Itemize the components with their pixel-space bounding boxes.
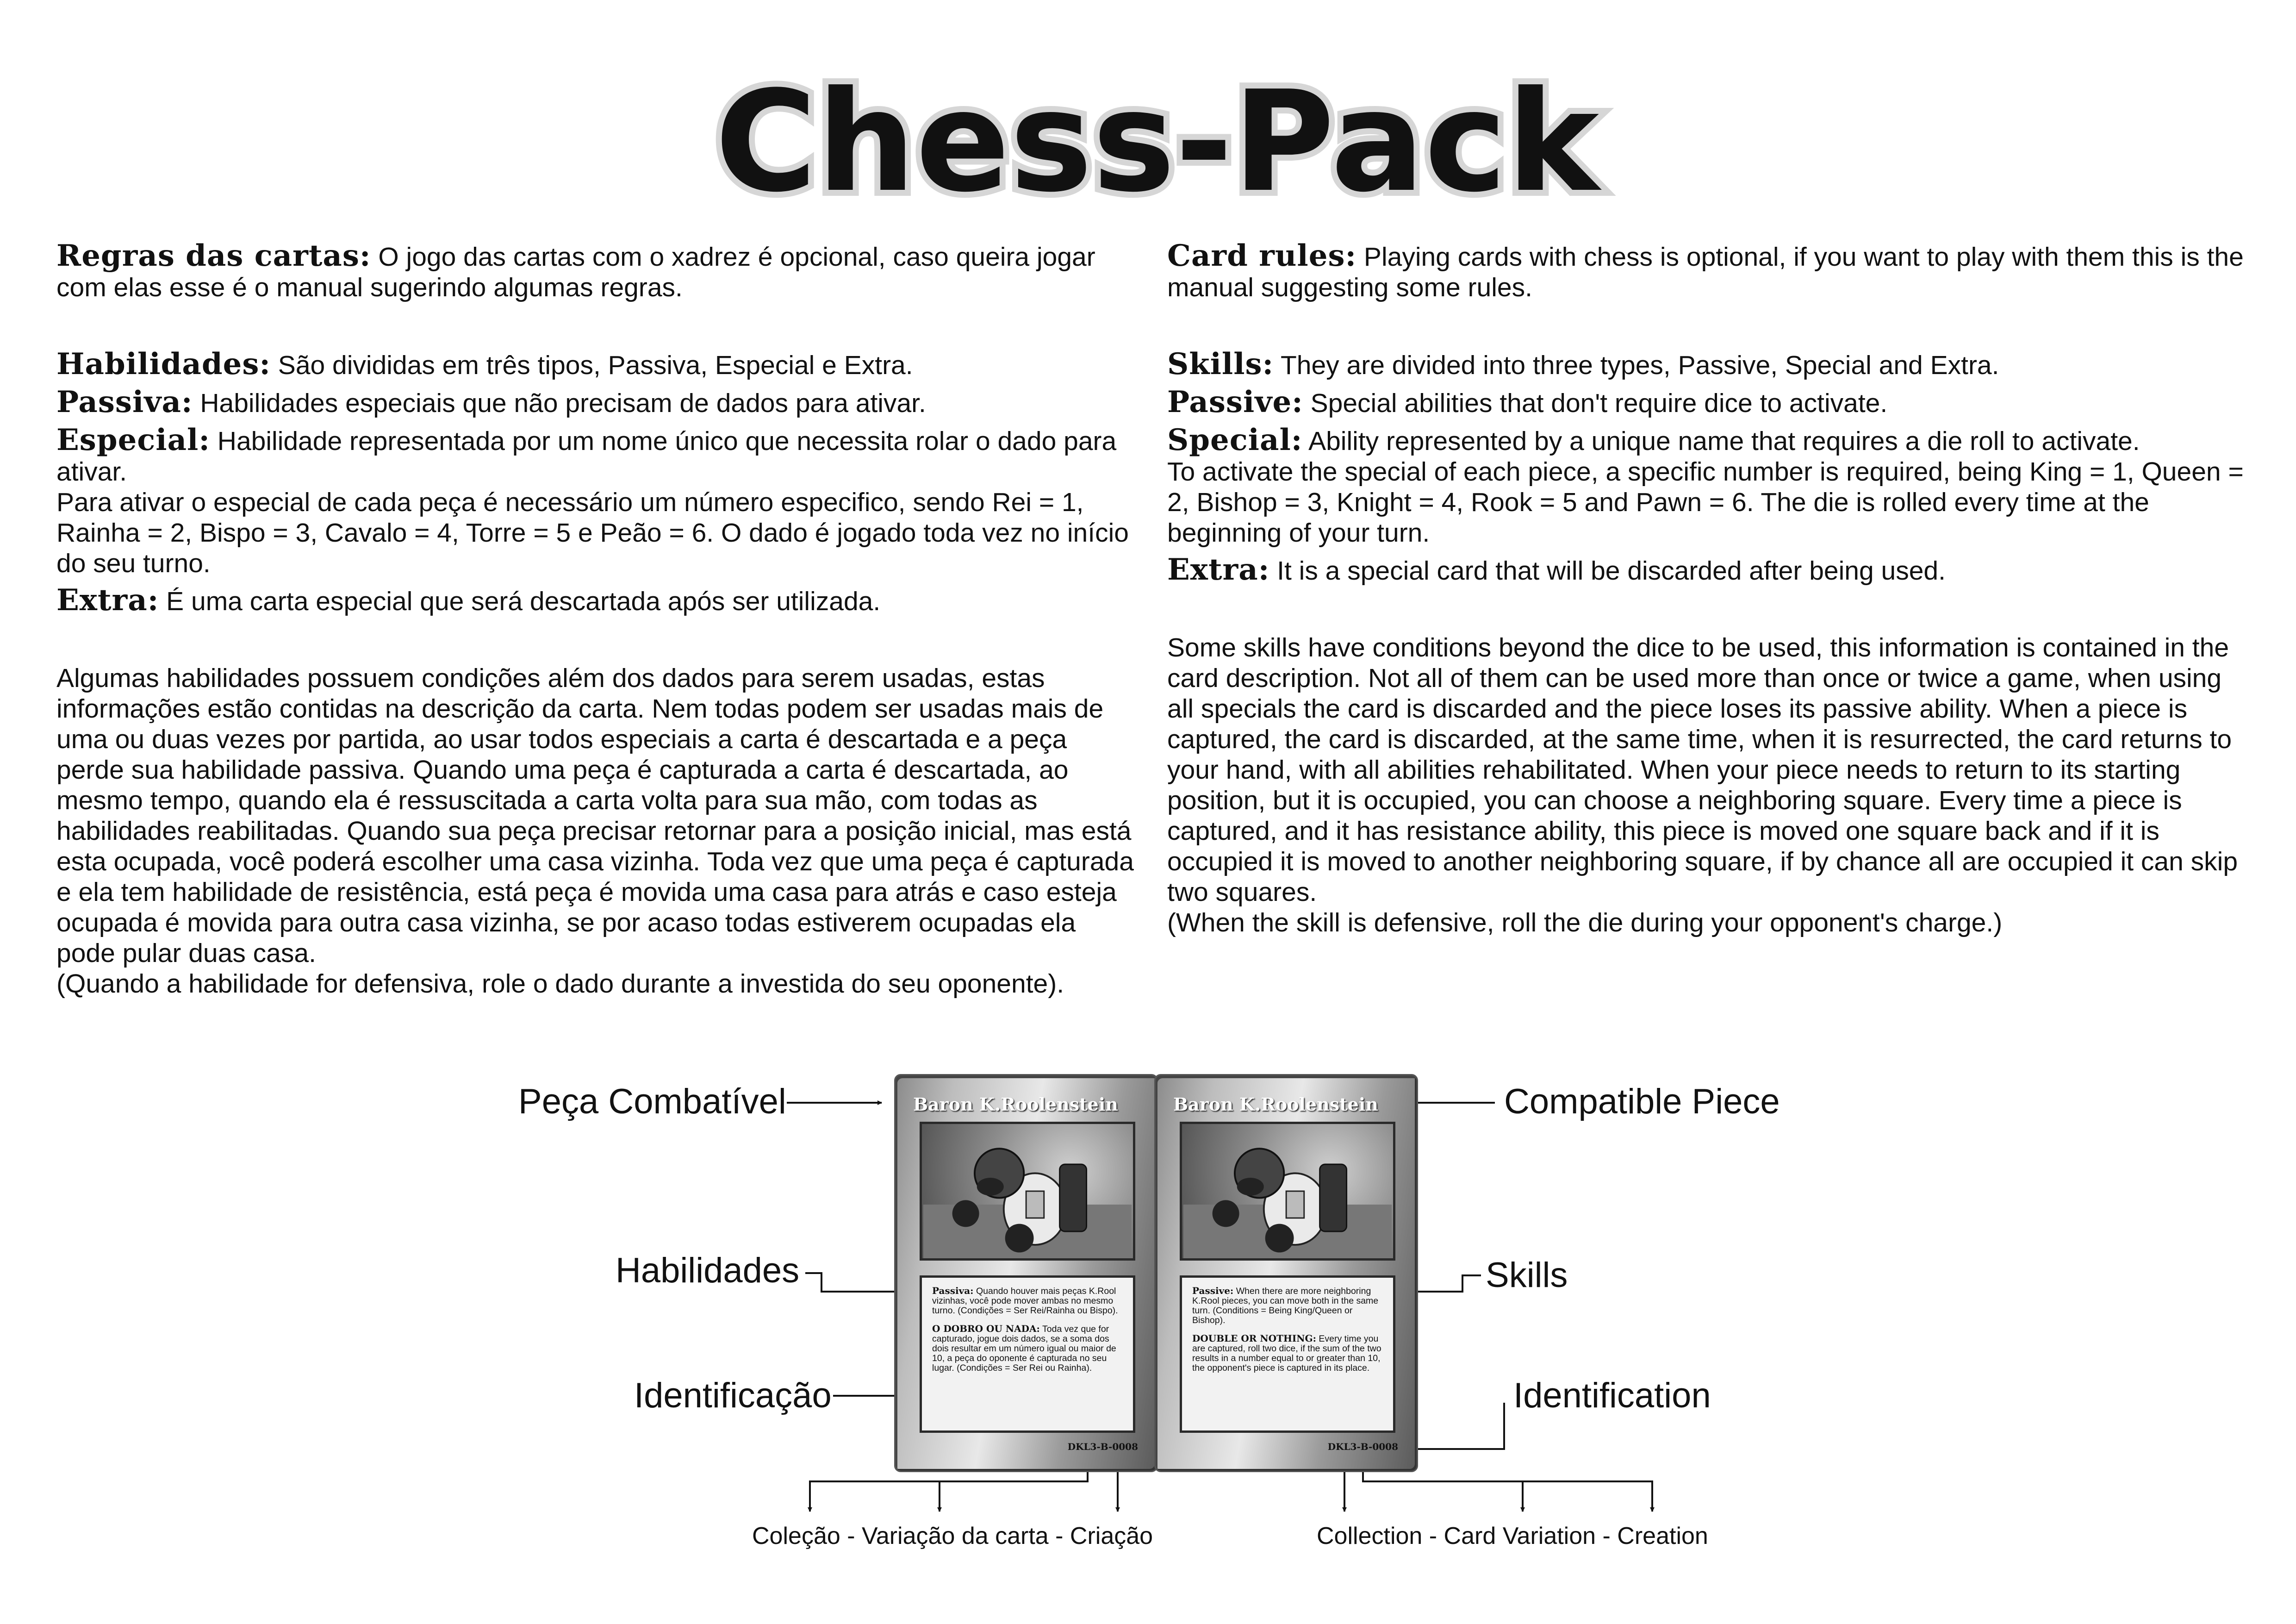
example-card-portuguese bbox=[894, 1074, 1158, 1472]
special-definition bbox=[1167, 425, 2250, 456]
passive-text: Habilidades especiais que não precisam de dados para ativar. bbox=[193, 388, 926, 418]
card-rules-text: O jogo das cartas com o xadrez é opcional, caso queira jogar com elas esse é o manual sugerindo algumas regras. bbox=[56, 242, 1095, 302]
label-id-breakdown-en: Collection - Card Variation - Creation bbox=[1317, 1523, 1708, 1549]
card-rules-text: Playing cards with chess is optional, if you want to play with them this is the manual suggesting some rules. bbox=[1167, 242, 2244, 302]
card-passive-heading: Passive: bbox=[1192, 1285, 1234, 1296]
card-special-text: Toda vez que for capturado, jogue dois dados, se a soma dos dois resultar em um número igual ou maior de 10, a peça do oponente é capturada no seu lugar. (Condições = Ser Rei ou Rainha). bbox=[932, 1324, 1116, 1373]
defensive-note: (When the skill is defensive, roll the die during your opponent's charge.) bbox=[1167, 908, 2003, 937]
card-skills-box bbox=[1180, 1275, 1395, 1433]
special-heading: Especial: bbox=[56, 423, 210, 457]
conditions-paragraph: Algumas habilidades possuem condições além dos dados para serem usadas, estas informações estão contidas na descrição da carta. Nem todas podem ser usadas mais de uma ou duas vezes por partida, ao usar todos especiais a carta é descartada e a peça perde sua habilidade passiva. Quando uma peça é capturada a carta é descartada, ao mesmo tempo, quando ela é ressuscitada a carta volta para sua mão, com todas as habilidades reabilitadas. Quando sua peça precisar retornar para a posição inicial, mas está esta ocupada, você poderá escolher uma casa vizinha. Toda vez que uma peça é capturada e ela tem habilidade de resistência, está peça é movida uma casa para atrás e caso esteja ocupada é movida para outra casa vizinha, se por acaso todas estiverem ocupadas ela pode pular duas casa. bbox=[56, 663, 1134, 968]
page-title bbox=[715, 56, 1599, 231]
arrow-id-en bbox=[1412, 1403, 1504, 1449]
passive-heading: Passiva: bbox=[56, 385, 193, 419]
special-activation-numbers: To activate the special of each piece, a specific number is required, being King = 1, Queen = 2, Bishop = 3, Knight = 4, Rook = 5 and Pawn = 6. The die is rolled every time at the beginning of your turn. bbox=[1167, 457, 2244, 548]
card-character-art bbox=[1180, 1122, 1395, 1261]
extra-heading: Extra: bbox=[1167, 552, 1270, 587]
label-id-breakdown-pt: Coleção - Variação da carta - Criação bbox=[752, 1523, 1153, 1549]
special-activation-numbers: Para ativar o especial de cada peça é necessário um número especifico, sendo Rei = 1, Rainha = 2, Bispo = 3, Cavalo = 4, Torre = 5 e Peão = 6. O dado é jogado toda vez no início do seu turno. bbox=[56, 487, 1129, 578]
skills-text: They are divided into three types, Passive, Special and Extra. bbox=[1274, 350, 1999, 380]
extra-heading: Extra: bbox=[56, 583, 159, 618]
special-text: Habilidade representada por um nome único que necessita rolar o dado para ativar. bbox=[56, 426, 1117, 487]
card-rules-heading: Card rules: bbox=[1167, 238, 1357, 273]
card-identification-code: DKL3-B-0008 bbox=[1327, 1441, 1398, 1452]
extra-definition bbox=[1167, 552, 2250, 587]
skills-definition bbox=[1167, 349, 2250, 381]
card-piece-name: Baron K.Roolenstein bbox=[913, 1094, 1118, 1115]
skills-definition bbox=[56, 349, 1135, 381]
conditions-paragraph: Some skills have conditions beyond the dice to be used, this information is contained in the card description. Not all of them can be used more than once or twice a game, when using all specials the card is discarded and the piece loses its passive ability. When a piece is captured, the card is discarded, at the same time, when it is resurrected, the card returns to your hand, with all abilities rehabilitated. When your piece needs to return to its starting position, but it is occupied, you can choose a neighboring square. Every time a piece is captured, and it has resistance ability, this piece is moved one square back and if it is occupied it is moved to another neighboring square, if by chance all are occupied it can skip two squares. bbox=[1167, 633, 2238, 907]
extra-text: It is a special card that will be discarded after being used. bbox=[1269, 556, 1946, 586]
page-title-text: Chess-Pack bbox=[715, 61, 1599, 223]
passive-definition bbox=[1167, 387, 2250, 418]
rules-column-portuguese bbox=[56, 238, 1135, 999]
passive-heading: Passive: bbox=[1167, 385, 1303, 419]
example-card-english bbox=[1154, 1074, 1418, 1472]
label-skills-en: Skills bbox=[1486, 1255, 1568, 1295]
special-text: Ability represented by a unique name that requires a die roll to activate. bbox=[1302, 426, 2140, 456]
card-rules-intro bbox=[56, 238, 1135, 303]
defensive-note: (Quando a habilidade for defensiva, role o dado durante a investida do seu oponente). bbox=[56, 969, 1064, 999]
card-rules-intro bbox=[1167, 238, 2250, 303]
card-passive-heading: Passiva: bbox=[932, 1285, 974, 1296]
card-character-art bbox=[920, 1122, 1135, 1261]
label-skills-pt: Habilidades bbox=[616, 1251, 800, 1290]
label-identification-en: Identification bbox=[1513, 1376, 1711, 1415]
card-rules-heading: Regras das cartas: bbox=[56, 238, 371, 273]
label-identification-pt: Identificação bbox=[634, 1376, 832, 1415]
extra-definition bbox=[56, 585, 1135, 617]
card-special-heading: O DOBRO OU NADA: bbox=[932, 1323, 1040, 1334]
extra-text: É uma carta especial que será descartada após ser utilizada. bbox=[159, 587, 881, 616]
card-special-text: Every time you are captured, roll two dice, if the sum of the two results in a number equal to or greater than 10, the opponent's piece is captured in its place. bbox=[1192, 1334, 1381, 1373]
passive-definition bbox=[56, 387, 1135, 418]
passive-text: Special abilities that don't require dice to activate. bbox=[1303, 388, 1888, 418]
skills-heading: Skills: bbox=[1167, 347, 1274, 381]
special-definition bbox=[56, 425, 1135, 487]
label-compatible-piece-en: Compatible Piece bbox=[1504, 1082, 1780, 1121]
card-special-heading: DOUBLE OR NOTHING: bbox=[1192, 1333, 1316, 1344]
card-passive-text: When there are more neighboring K.Rool pieces, you can move both in the same turn. (Conditions = Being King/Queen or Bishop). bbox=[1192, 1286, 1379, 1325]
card-identification-code: DKL3-B-0008 bbox=[1067, 1441, 1138, 1452]
label-compatible-piece-pt: Peça Combatível bbox=[518, 1082, 786, 1121]
rules-column-english bbox=[1167, 238, 2250, 938]
card-passive-text: Quando houver mais peças K.Rool vizinhas, você pode mover ambas no mesmo turno. (Condições = Ser Rei/Rainha ou Bispo). bbox=[932, 1286, 1118, 1316]
card-piece-name: Baron K.Roolenstein bbox=[1173, 1094, 1378, 1115]
special-heading: Special: bbox=[1167, 423, 1303, 457]
skills-text: São divididas em três tipos, Passiva, Especial e Extra. bbox=[270, 350, 913, 380]
card-skills-box bbox=[920, 1275, 1135, 1433]
skills-heading: Habilidades: bbox=[56, 347, 271, 381]
